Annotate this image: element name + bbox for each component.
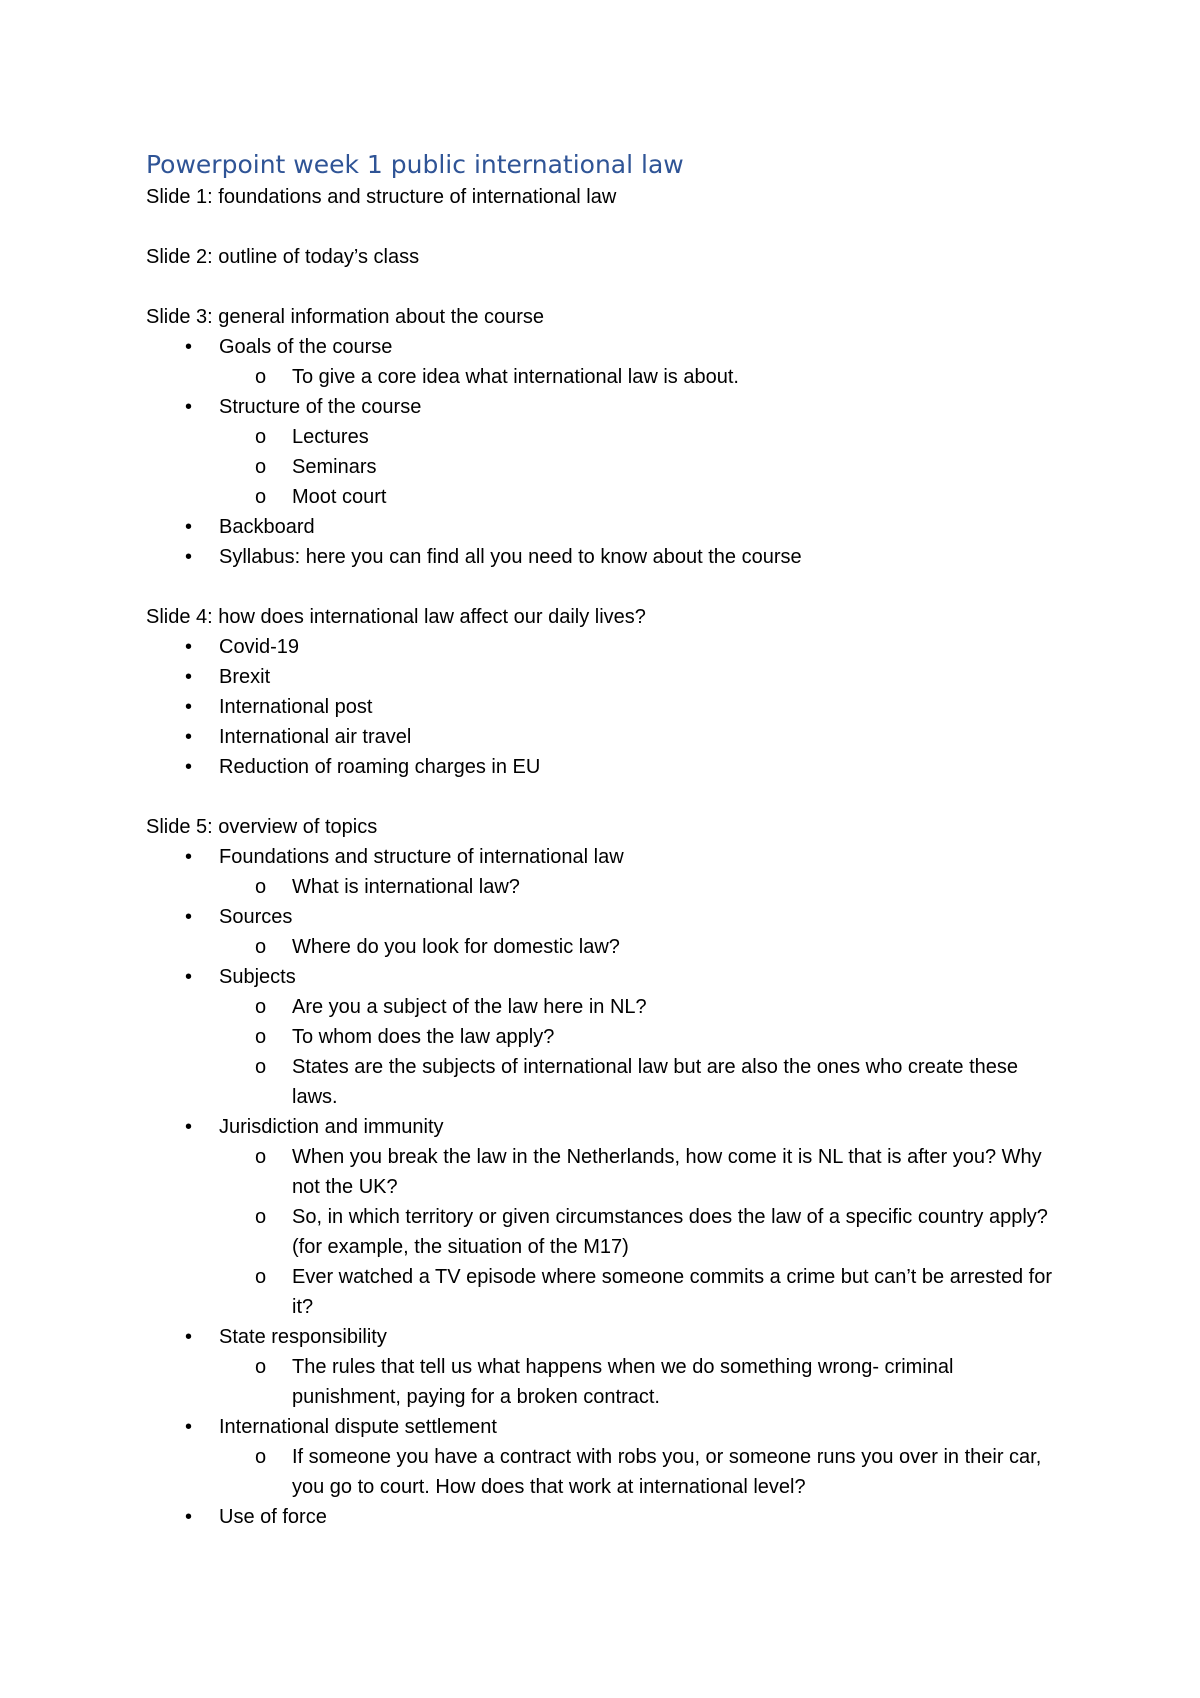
sub-list-item-text: States are the subjects of international law but are also the ones who create these laws. (292, 1056, 1018, 1108)
slide-section (146, 182, 1066, 212)
sub-bullet-icon: o (255, 1056, 267, 1078)
sub-list-item (219, 872, 1066, 902)
sub-list-item (219, 932, 1066, 962)
bullet-icon: • (185, 1116, 193, 1138)
sub-list-item-text: Where do you look for domestic law? (292, 936, 620, 958)
slide-heading: Slide 5: overview of topics (146, 816, 378, 838)
sub-bullet-icon: o (255, 1146, 267, 1168)
sub-list-item (219, 1442, 1066, 1502)
list-item-text: Sources (219, 906, 293, 928)
list-item (146, 1112, 1066, 1322)
document-body (146, 148, 1066, 1532)
list-item (146, 722, 1066, 752)
sub-bullet-icon: o (255, 1266, 267, 1288)
slide-heading: Slide 3: general information about the course (146, 306, 545, 328)
sub-list-item-text: If someone you have a contract with robs you, or someone runs you over in their car, you go to court. How does that work at international level? (292, 1446, 1042, 1498)
list-item (146, 632, 1066, 662)
sub-list-item (219, 1142, 1066, 1202)
sub-list-item-text: The rules that tell us what happens when we do something wrong- criminal punishment, paying for a broken contract. (292, 1356, 954, 1408)
sub-bullet-list (219, 872, 1066, 902)
list-item (146, 542, 1066, 572)
bullet-icon: • (185, 696, 193, 718)
bullet-list (146, 332, 1066, 572)
list-item (146, 752, 1066, 782)
sub-bullet-icon: o (255, 1446, 267, 1468)
bullet-icon: • (185, 906, 193, 928)
sub-list-item (219, 1262, 1066, 1322)
sub-list-item (219, 992, 1066, 1022)
list-item (146, 392, 1066, 512)
list-item-text: Use of force (219, 1506, 327, 1528)
sub-list-item-text: Seminars (292, 456, 377, 478)
sub-list-item-text: Lectures (292, 426, 369, 448)
sub-bullet-icon: o (255, 876, 267, 898)
bullet-icon: • (185, 546, 193, 568)
sub-bullet-list (219, 362, 1066, 392)
list-item (146, 1322, 1066, 1412)
sub-list-item-text: To whom does the law apply? (292, 1026, 555, 1048)
sub-bullet-list (219, 932, 1066, 962)
list-item-text: International post (219, 696, 373, 718)
list-item (146, 1502, 1066, 1532)
sub-bullet-icon: o (255, 456, 267, 478)
slide-section (146, 242, 1066, 272)
list-item-text: Covid-19 (219, 636, 300, 658)
list-item (146, 1412, 1066, 1502)
slide-heading: Slide 1: foundations and structure of international law (146, 186, 617, 208)
slide-section (146, 302, 1066, 572)
document-title: Powerpoint week 1 public international law (146, 150, 684, 179)
sub-bullet-icon: o (255, 426, 267, 448)
sub-bullet-icon: o (255, 1026, 267, 1048)
bullet-icon: • (185, 636, 193, 658)
bullet-icon: • (185, 336, 193, 358)
sub-bullet-icon: o (255, 366, 267, 388)
sub-list-item (219, 422, 1066, 452)
list-item-text: Reduction of roaming charges in EU (219, 756, 541, 778)
list-item (146, 692, 1066, 722)
slide-heading: Slide 2: outline of today’s class (146, 246, 420, 268)
sub-list-item (219, 452, 1066, 482)
sub-list-item-text: Ever watched a TV episode where someone commits a crime but can’t be arrested for it? (292, 1266, 1052, 1318)
list-item (146, 902, 1066, 962)
list-item-text: Foundations and structure of international law (219, 846, 624, 868)
sub-bullet-list (219, 1142, 1066, 1322)
bullet-icon: • (185, 966, 193, 988)
bullet-icon: • (185, 756, 193, 778)
sub-list-item-text: To give a core idea what international law is about. (292, 366, 739, 388)
sub-bullet-icon: o (255, 486, 267, 508)
list-item-text: International dispute settlement (219, 1416, 497, 1438)
list-item-text: Backboard (219, 516, 315, 538)
document-sections (146, 182, 1066, 1532)
sub-list-item-text: What is international law? (292, 876, 520, 898)
sub-bullet-list (219, 992, 1066, 1112)
list-item-text: Syllabus: here you can find all you need to know about the course (219, 546, 802, 568)
slide-section (146, 602, 1066, 782)
list-item-text: Subjects (219, 966, 296, 988)
sub-bullet-list (219, 422, 1066, 512)
list-item (146, 842, 1066, 902)
sub-list-item-text: Moot court (292, 486, 387, 508)
sub-bullet-list (219, 1352, 1066, 1412)
sub-list-item (219, 1352, 1066, 1412)
list-item-text: Brexit (219, 666, 271, 688)
bullet-list (146, 842, 1066, 1532)
sub-list-item-text: Are you a subject of the law here in NL? (292, 996, 647, 1018)
bullet-icon: • (185, 1326, 193, 1348)
list-item-text: State responsibility (219, 1326, 387, 1348)
bullet-icon: • (185, 666, 193, 688)
sub-list-item-text: When you break the law in the Netherlands, how come it is NL that is after you? Why not the UK? (292, 1146, 1042, 1198)
sub-bullet-icon: o (255, 996, 267, 1018)
bullet-icon: • (185, 1416, 193, 1438)
list-item (146, 332, 1066, 392)
list-item (146, 512, 1066, 542)
list-item (146, 662, 1066, 692)
sub-list-item-text: So, in which territory or given circumstances does the law of a specific country apply? (for example, the situation of the M17) (292, 1206, 1048, 1258)
bullet-icon: • (185, 726, 193, 748)
slide-heading: Slide 4: how does international law affect our daily lives? (146, 606, 646, 628)
sub-list-item (219, 362, 1066, 392)
sub-list-item (219, 1202, 1066, 1262)
bullet-icon: • (185, 1506, 193, 1528)
list-item-text: International air travel (219, 726, 412, 748)
list-item-text: Goals of the course (219, 336, 393, 358)
bullet-icon: • (185, 846, 193, 868)
sub-list-item (219, 482, 1066, 512)
sub-list-item (219, 1052, 1066, 1112)
list-item (146, 962, 1066, 1112)
bullet-list (146, 632, 1066, 782)
sub-bullet-list (219, 1442, 1066, 1502)
bullet-icon: • (185, 516, 193, 538)
list-item-text: Jurisdiction and immunity (219, 1116, 444, 1138)
sub-list-item (219, 1022, 1066, 1052)
sub-bullet-icon: o (255, 1206, 267, 1228)
sub-bullet-icon: o (255, 1356, 267, 1378)
slide-section (146, 812, 1066, 1532)
list-item-text: Structure of the course (219, 396, 422, 418)
sub-bullet-icon: o (255, 936, 267, 958)
bullet-icon: • (185, 396, 193, 418)
